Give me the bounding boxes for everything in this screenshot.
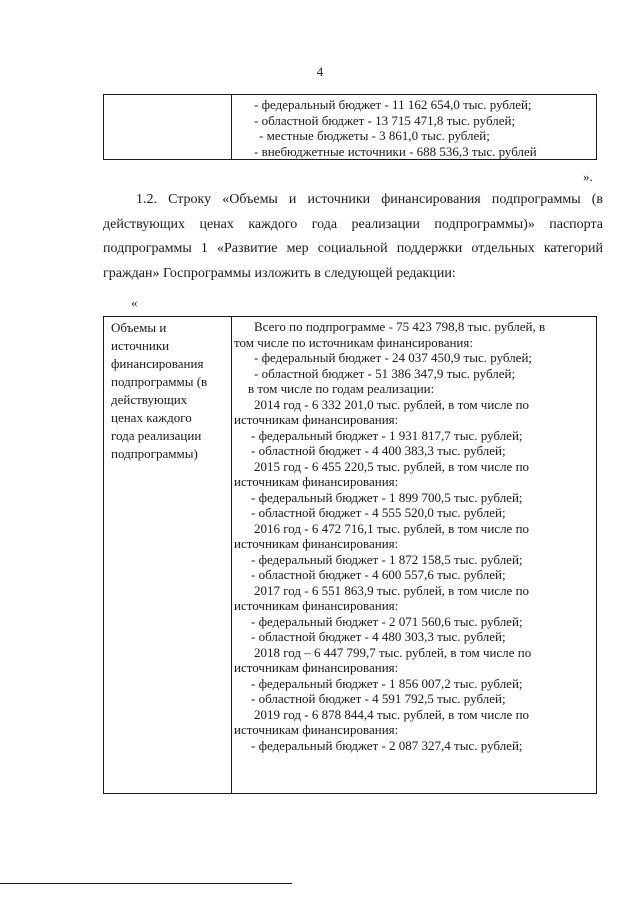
funding-detail-line: 2018 год – 6 447 799,7 тыс. рублей, в том числе по bbox=[254, 644, 532, 660]
funding-detail-line: - федеральный бюджет - 2 071 560,6 тыс. рублей; bbox=[251, 613, 523, 629]
funding-detail-line: - федеральный бюджет - 24 037 450,9 тыс. рублей; bbox=[254, 350, 533, 365]
funding-line-regional: - областной бюджет - 13 715 471,8 тыс. рублей; bbox=[254, 112, 516, 128]
funding-detail-line: - федеральный бюджет - 2 087 327,4 тыс. рублей; bbox=[251, 737, 523, 753]
funding-detail-line: Всего по подпрограмме - 75 423 798,8 тыс. рублей, в bbox=[254, 319, 546, 334]
funding-detail-line: источникам финансирования: bbox=[234, 536, 399, 551]
funding-detail-line: в том числе по годам реализации: bbox=[248, 381, 435, 396]
funding-detail-line: 2015 год - 6 455 220,5 тыс. рублей, в том числе по bbox=[254, 458, 530, 474]
funding-detail-line: 2014 год - 6 332 201,0 тыс. рублей, в том числе по bbox=[254, 396, 530, 412]
row-label-line: источники bbox=[111, 338, 170, 353]
row-label-line: финансирования bbox=[111, 356, 204, 371]
previous-table-fragment bbox=[103, 94, 597, 160]
amendment-paragraph bbox=[103, 188, 603, 286]
row-label-line: действующих bbox=[111, 392, 188, 407]
funding-detail-line: - областной бюджет - 4 591 792,5 тыс. рублей; bbox=[251, 691, 506, 706]
row-label-line: Объемы и bbox=[111, 320, 167, 335]
funding-detail-line: 2016 год - 6 472 716,1 тыс. рублей, в том числе по bbox=[254, 520, 530, 536]
funding-line-federal: - федеральный бюджет - 11 162 654,0 тыс. рублей; bbox=[254, 97, 532, 112]
funding-detail-line: - областной бюджет - 51 386 347,9 тыс. рублей; bbox=[254, 365, 516, 381]
closing-quote: ». bbox=[583, 169, 593, 184]
funding-details bbox=[234, 319, 596, 753]
column-divider bbox=[231, 317, 232, 793]
page-number: 4 bbox=[316, 64, 324, 79]
column-divider bbox=[231, 95, 232, 159]
funding-lines bbox=[254, 97, 537, 159]
amendment-text: 1.2. Строку «Объемы и источники финансирования подпрограммы (в действующих ценах каждого года реализации подпрограммы)» паспорта подпрограммы 1 «Развитие мер социальной поддержки отдельных категорий граждан» Госпрограммы изложить в следующей редакции: bbox=[103, 192, 603, 281]
row-label-line: года реализации bbox=[111, 428, 202, 443]
footnote-separator bbox=[0, 883, 292, 884]
funding-detail-line: источникам финансирования: bbox=[234, 598, 399, 613]
funding-line-extrabudgetary: - внебюджетные источники - 688 536,3 тыс. рублей bbox=[254, 143, 537, 159]
funding-detail-line: - областной бюджет - 4 480 303,3 тыс. рублей; bbox=[251, 629, 506, 644]
funding-detail-line: источникам финансирования: bbox=[234, 660, 399, 675]
funding-detail-line: - областной бюджет - 4 400 383,3 тыс. рублей; bbox=[251, 443, 506, 458]
funding-detail-line: - федеральный бюджет - 1 899 700,5 тыс. рублей; bbox=[251, 489, 523, 505]
funding-table bbox=[103, 316, 597, 794]
funding-detail-line: - областной бюджет - 4 555 520,0 тыс. рублей; bbox=[251, 505, 506, 520]
funding-detail-line: источникам финансирования: bbox=[234, 412, 399, 427]
funding-line-local: - местные бюджеты - 3 861,0 тыс. рублей; bbox=[259, 128, 490, 143]
row-label-line: подпрограммы) bbox=[111, 446, 198, 461]
funding-detail-line: 2017 год - 6 551 863,9 тыс. рублей, в том числе по bbox=[254, 582, 530, 598]
funding-detail-line: источникам финансирования: bbox=[234, 722, 399, 737]
funding-detail-line: - федеральный бюджет - 1 856 007,2 тыс. рублей; bbox=[251, 675, 523, 691]
funding-detail-line: - федеральный бюджет - 1 931 817,7 тыс. рублей; bbox=[251, 427, 523, 443]
funding-detail-line: 2019 год - 6 878 844,4 тыс. рублей, в том числе по bbox=[254, 706, 530, 722]
funding-detail-line: - областной бюджет - 4 600 557,6 тыс. рублей; bbox=[251, 567, 506, 582]
funding-detail-line: источникам финансирования: bbox=[234, 474, 399, 489]
funding-detail-line: том числе по источникам финансирования: bbox=[234, 334, 473, 350]
row-label-line: подпрограммы (в bbox=[111, 374, 208, 389]
row-label-line: ценах каждого bbox=[111, 410, 192, 425]
funding-detail-line: - федеральный бюджет - 1 872 158,5 тыс. рублей; bbox=[251, 551, 523, 567]
row-label bbox=[111, 319, 229, 463]
opening-quote: « bbox=[131, 295, 138, 310]
